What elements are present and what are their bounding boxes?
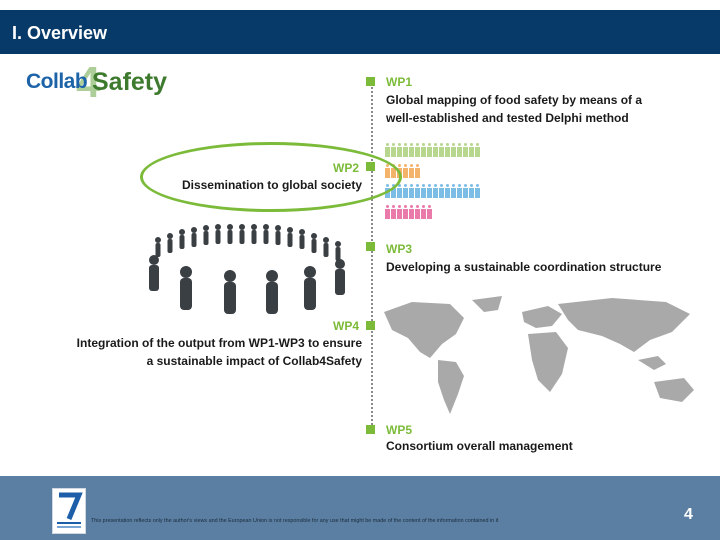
person-icon	[475, 143, 480, 157]
person-icon	[421, 143, 426, 157]
person-icon	[403, 143, 408, 157]
footer-bar	[0, 476, 720, 540]
person-icon	[439, 143, 444, 157]
person-icon	[451, 184, 456, 198]
person-icon	[409, 164, 414, 178]
wp1-text	[386, 91, 686, 127]
wp4-line-1: Integration of the output from WP1-WP3 to ensure	[76, 336, 362, 350]
person-icon	[439, 184, 444, 198]
crowd-back-row	[155, 224, 341, 261]
person-icon	[403, 164, 408, 178]
crowd-circle-image	[148, 222, 348, 318]
wp1-title: WP1	[386, 75, 413, 89]
person-icon	[385, 205, 390, 219]
world-map	[372, 290, 712, 420]
person-icon	[415, 164, 420, 178]
wp2-marker	[366, 162, 375, 171]
person-icon	[415, 205, 420, 219]
person-icon	[463, 184, 468, 198]
wp5-line-1: Consortium overall management	[386, 439, 573, 453]
wp5-title: WP5	[386, 423, 413, 437]
person-icon	[415, 143, 420, 157]
person-icon	[403, 205, 408, 219]
person-icon	[457, 143, 462, 157]
person-icon	[409, 143, 414, 157]
wp4-line-2: a sustainable impact of Collab4Safety	[146, 354, 362, 368]
person-icon	[409, 205, 414, 219]
people-row-blue	[385, 184, 480, 198]
person-icon	[427, 205, 432, 219]
title-bar	[0, 10, 720, 54]
person-icon	[451, 143, 456, 157]
wp3-line-1: Developing a sustainable coordination structure	[386, 260, 662, 274]
logo-four: 4	[76, 58, 101, 107]
wp4-title: WP4	[333, 319, 360, 333]
person-icon	[385, 143, 390, 157]
person-icon	[469, 143, 474, 157]
slide-title: I. Overview	[12, 23, 108, 43]
person-icon	[421, 205, 426, 219]
person-icon	[415, 184, 420, 198]
wp3-marker	[366, 242, 375, 251]
wp5-text	[386, 437, 686, 455]
person-icon	[457, 184, 462, 198]
people-row-green	[385, 143, 480, 157]
wp4-text	[50, 334, 362, 370]
wp3-text	[386, 258, 706, 276]
wp3-title: WP3	[386, 242, 413, 256]
wp2-text	[172, 176, 362, 194]
person-icon	[421, 184, 426, 198]
wp5-marker	[366, 425, 375, 434]
person-icon	[397, 205, 402, 219]
wp1-marker	[366, 77, 375, 86]
header	[0, 0, 720, 54]
disclaimer-text: This presentation reflects only the author's views and the European Union is not responsible for any use that might be made of the content of the information contained in it	[91, 518, 499, 524]
logo-collab: Collab	[26, 70, 88, 93]
person-icon	[469, 184, 474, 198]
fp7-logo	[52, 488, 86, 534]
person-icon	[445, 143, 450, 157]
person-icon	[427, 184, 432, 198]
person-icon	[433, 143, 438, 157]
person-icon	[391, 143, 396, 157]
person-icon	[475, 184, 480, 198]
collab4safety-logo	[26, 58, 176, 108]
wp4-marker	[366, 321, 375, 330]
person-icon	[391, 205, 396, 219]
fp7-logo-graphic	[53, 489, 85, 533]
person-icon	[433, 184, 438, 198]
person-icon	[403, 184, 408, 198]
logo-safety: Safety	[92, 68, 168, 96]
wp1-line-1: Global mapping of food safety by means of a	[386, 93, 643, 107]
people-row-pink	[385, 205, 432, 219]
person-icon	[397, 184, 402, 198]
person-icon	[397, 143, 402, 157]
person-icon	[445, 184, 450, 198]
wp1-line-2: well-established and tested Delphi method	[386, 111, 629, 125]
crowd-front-row	[149, 255, 345, 314]
wp2-line-1: Dissemination to global society	[181, 178, 362, 192]
person-icon	[409, 184, 414, 198]
person-icon	[427, 143, 432, 157]
page-number: 4	[684, 506, 693, 523]
person-icon	[463, 143, 468, 157]
wp2-title: WP2	[333, 161, 360, 175]
